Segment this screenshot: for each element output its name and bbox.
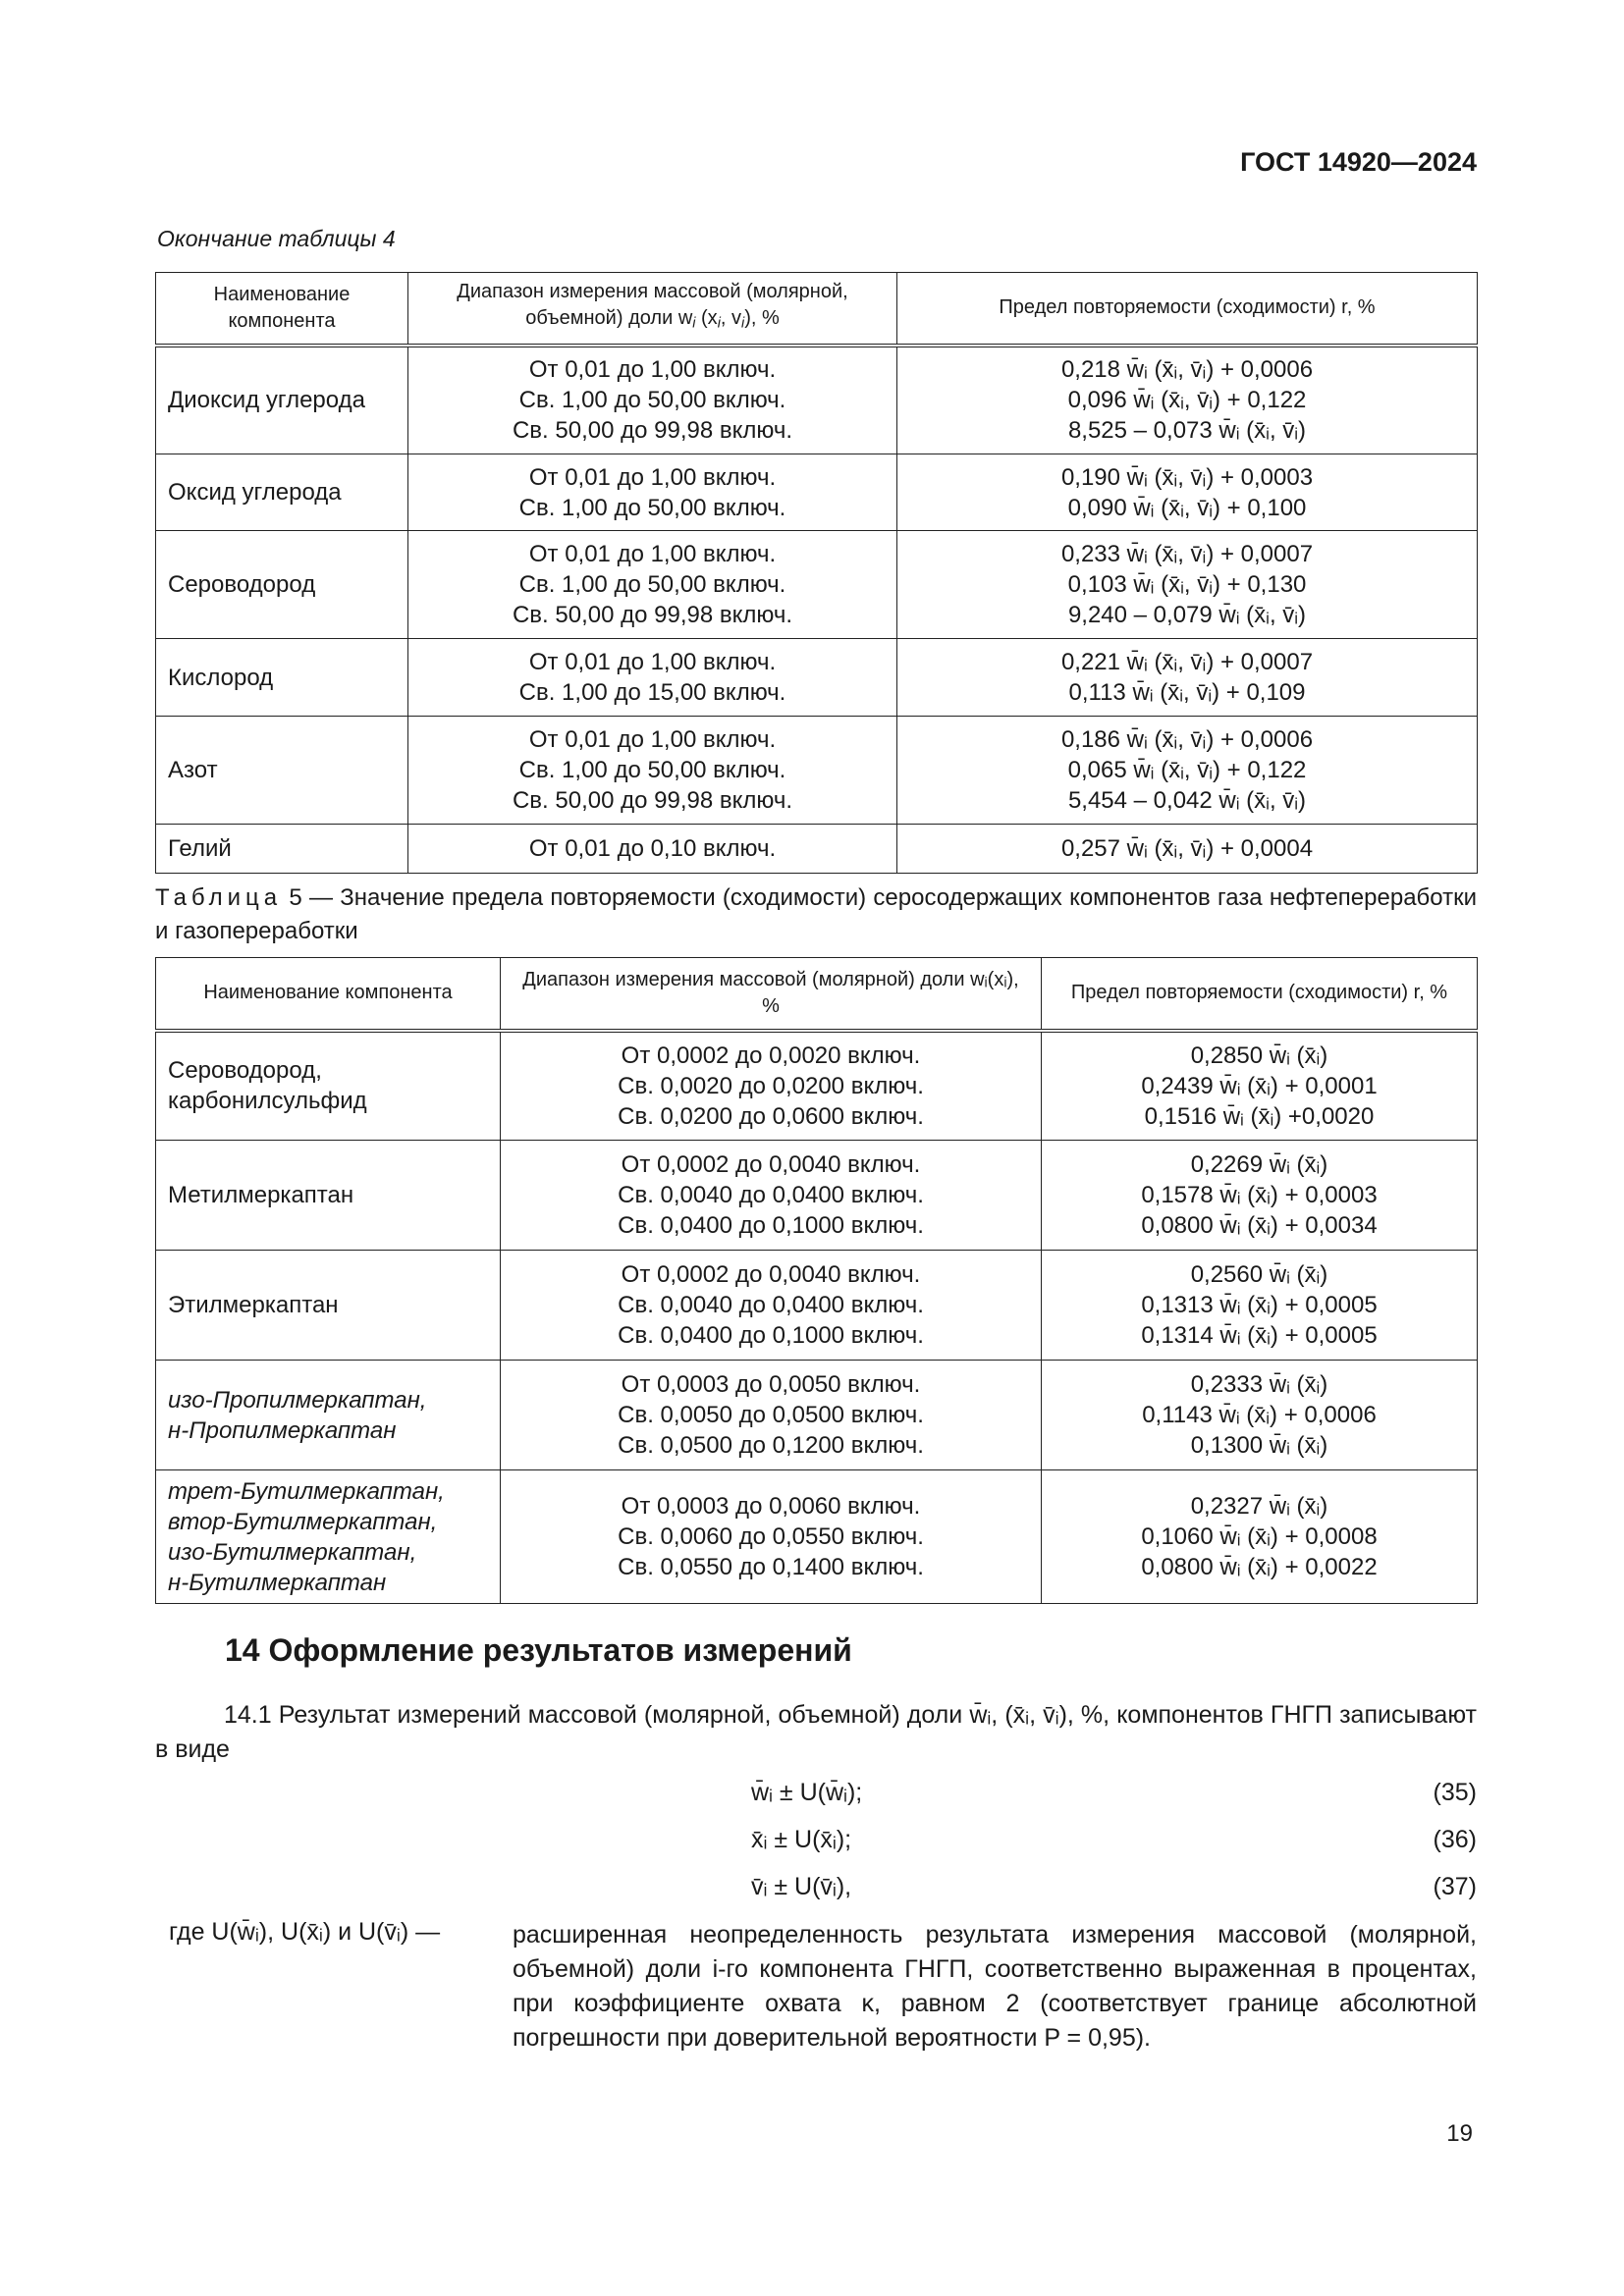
table4-cell-range: От 0,01 до 1,00 включ. Св. 1,00 до 50,00 включ. Св. 50,00 до 99,98 включ.	[408, 531, 897, 639]
table5-header-name: Наименование компонента	[156, 958, 501, 1031]
table5-cell-limit: 0,2333 w̄ᵢ (x̄ᵢ) 0,1143 w̄ᵢ (x̄ᵢ) + 0,0006 0,1300 w̄ᵢ (x̄ᵢ)	[1042, 1361, 1478, 1470]
table4-cell-range: От 0,01 до 1,00 включ. Св. 1,00 до 50,00 включ. Св. 50,00 до 99,98 включ.	[408, 346, 897, 454]
table-row	[156, 531, 1478, 639]
table4-cell-name: Гелий	[156, 825, 408, 874]
equation-number-35: (35)	[1433, 1779, 1477, 1806]
table5-cell-name: изо-Пропилмеркаптан, н-Пропилмеркаптан	[156, 1361, 501, 1470]
table5-cell-range: От 0,0003 до 0,0050 включ. Св. 0,0050 до 0,0500 включ. Св. 0,0500 до 0,1200 включ.	[501, 1361, 1042, 1470]
table4-cell-range: От 0,01 до 0,10 включ.	[408, 825, 897, 874]
table4-cell-limit: 0,186 w̄ᵢ (x̄ᵢ, v̄ᵢ) + 0,0006 0,065 w̄ᵢ (x̄ᵢ, v̄ᵢ) + 0,122 5,454 – 0,042 w̄ᵢ (x̄ᵢ, v̄ᵢ)	[897, 717, 1478, 825]
table4-cell-limit: 0,221 w̄ᵢ (x̄ᵢ, v̄ᵢ) + 0,0007 0,113 w̄ᵢ (x̄ᵢ, v̄ᵢ) + 0,109	[897, 639, 1478, 717]
table4-cell-limit: 0,233 w̄ᵢ (x̄ᵢ, v̄ᵢ) + 0,0007 0,103 w̄ᵢ (x̄ᵢ, v̄ᵢ) + 0,130 9,240 – 0,079 w̄ᵢ (x̄ᵢ, v̄ᵢ)	[897, 531, 1478, 639]
table4-cell-range: От 0,01 до 1,00 включ. Св. 1,00 до 50,00 включ.	[408, 454, 897, 531]
equation-35: w̄ᵢ ± U(w̄ᵢ);	[751, 1779, 863, 1806]
where-term: где U(w̄ᵢ), U(x̄ᵢ) и U(v̄ᵢ) —	[169, 1918, 441, 1946]
table5-cell-range: От 0,0002 до 0,0040 включ. Св. 0,0040 до 0,0400 включ. Св. 0,0400 до 0,1000 включ.	[501, 1141, 1042, 1251]
standard-code: ГОСТ 14920—2024	[1240, 147, 1477, 177]
table5-cell-name: Метилмеркаптан	[156, 1141, 501, 1251]
table-row	[156, 1251, 1478, 1361]
equation-number-37: (37)	[1433, 1873, 1477, 1900]
table-row	[156, 454, 1478, 531]
table4-cell-name: Кислород	[156, 639, 408, 717]
table5	[155, 957, 1478, 1604]
table4-caption: Окончание таблицы 4	[157, 226, 396, 251]
table5-cell-range: От 0,0002 до 0,0040 включ. Св. 0,0040 до 0,0400 включ. Св. 0,0400 до 0,1000 включ.	[501, 1251, 1042, 1361]
where-description: расширенная неопределенность результата измерения массовой (молярной, объемной) доли i-го компонента ГНГП, соответственно выраженная в процентах, при коэффициенте охвата κ, равном 2 (соответствует границе абсолютной погрешности при доверительной вероятности P = 0,95).	[513, 1921, 1477, 2052]
page-number: 19	[1446, 2120, 1473, 2147]
table5-cell-name: трет-Бутилмеркаптан, втор-Бутилмеркаптан, изо-Бутилмеркаптан, н-Бутилмеркаптан	[156, 1470, 501, 1604]
table-row	[156, 1141, 1478, 1251]
table-row	[156, 639, 1478, 717]
table5-cell-limit: 0,2269 w̄ᵢ (x̄ᵢ) 0,1578 w̄ᵢ (x̄ᵢ) + 0,0003 0,0800 w̄ᵢ (x̄ᵢ) + 0,0034	[1042, 1141, 1478, 1251]
table5-cell-name: Этилмеркаптан	[156, 1251, 501, 1361]
table-row	[156, 1031, 1478, 1141]
table4-cell-name: Азот	[156, 717, 408, 825]
table4-cell-limit: 0,190 w̄ᵢ (x̄ᵢ, v̄ᵢ) + 0,0003 0,090 w̄ᵢ (x̄ᵢ, v̄ᵢ) + 0,100	[897, 454, 1478, 531]
table4-header-range: Диапазон измерения массовой (молярной, объемной) доли $w_i$ ($x_i$, $v_i$), %	[408, 273, 897, 346]
table5-cell-name: Сероводород, карбонилсульфид	[156, 1031, 501, 1141]
table5-header-range: Диапазон измерения массовой (молярной) доли wᵢ(xᵢ), %	[501, 958, 1042, 1031]
table4	[155, 272, 1478, 874]
table4-header-name: Наименование компонента	[156, 273, 408, 346]
equation-number-36: (36)	[1433, 1826, 1477, 1853]
equation-37: v̄ᵢ ± U(v̄ᵢ),	[751, 1873, 852, 1900]
table5-cell-range: От 0,0002 до 0,0020 включ. Св. 0,0020 до 0,0200 включ. Св. 0,0200 до 0,0600 включ.	[501, 1031, 1042, 1141]
table5-cell-limit: 0,2560 w̄ᵢ (x̄ᵢ) 0,1313 w̄ᵢ (x̄ᵢ) + 0,0005 0,1314 w̄ᵢ (x̄ᵢ) + 0,0005	[1042, 1251, 1478, 1361]
table4-cell-range: От 0,01 до 1,00 включ. Св. 1,00 до 50,00 включ. Св. 50,00 до 99,98 включ.	[408, 717, 897, 825]
table5-caption: Таблица 5 — Значение предела повторяемости (сходимости) серосодержащих компонентов газа нефтепереработки и газопереработки	[155, 884, 1477, 944]
table4-cell-limit: 0,257 w̄ᵢ (x̄ᵢ, v̄ᵢ) + 0,0004	[897, 825, 1478, 874]
table4-cell-limit: 0,218 w̄ᵢ (x̄ᵢ, v̄ᵢ) + 0,0006 0,096 w̄ᵢ (x̄ᵢ, v̄ᵢ) + 0,122 8,525 – 0,073 w̄ᵢ (x̄ᵢ, v̄ᵢ)	[897, 346, 1478, 454]
table4-cell-range: От 0,01 до 1,00 включ. Св. 1,00 до 15,00 включ.	[408, 639, 897, 717]
table-row	[156, 825, 1478, 874]
table5-cell-limit: 0,2327 w̄ᵢ (x̄ᵢ) 0,1060 w̄ᵢ (x̄ᵢ) + 0,0008 0,0800 w̄ᵢ (x̄ᵢ) + 0,0022	[1042, 1470, 1478, 1604]
table-row	[156, 717, 1478, 825]
table4-cell-name: Оксид углерода	[156, 454, 408, 531]
table-row	[156, 346, 1478, 454]
table-row	[156, 1470, 1478, 1604]
table5-header-limit: Предел повторяемости (сходимости) r, %	[1042, 958, 1478, 1031]
table5-cell-limit: 0,2850 w̄ᵢ (x̄ᵢ) 0,2439 w̄ᵢ (x̄ᵢ) + 0,0001 0,1516 w̄ᵢ (x̄ᵢ) +0,0020	[1042, 1031, 1478, 1141]
table5-cell-range: От 0,0003 до 0,0060 включ. Св. 0,0060 до 0,0550 включ. Св. 0,0550 до 0,1400 включ.	[501, 1470, 1042, 1604]
table-row	[156, 1361, 1478, 1470]
table4-header-limit: Предел повторяемости (сходимости) r, %	[897, 273, 1478, 346]
section-14-heading: 14 Оформление результатов измерений	[225, 1632, 852, 1668]
paragraph-14-1: 14.1 Результат измерений массовой (молярной, объемной) доли w̄ᵢ, (x̄ᵢ, v̄ᵢ), %, компонентов ГНГП записывают в виде	[155, 1701, 1477, 1763]
table4-cell-name: Диоксид углерода	[156, 346, 408, 454]
table4-cell-name: Сероводород	[156, 531, 408, 639]
equation-36: x̄ᵢ ± U(x̄ᵢ);	[751, 1826, 852, 1853]
